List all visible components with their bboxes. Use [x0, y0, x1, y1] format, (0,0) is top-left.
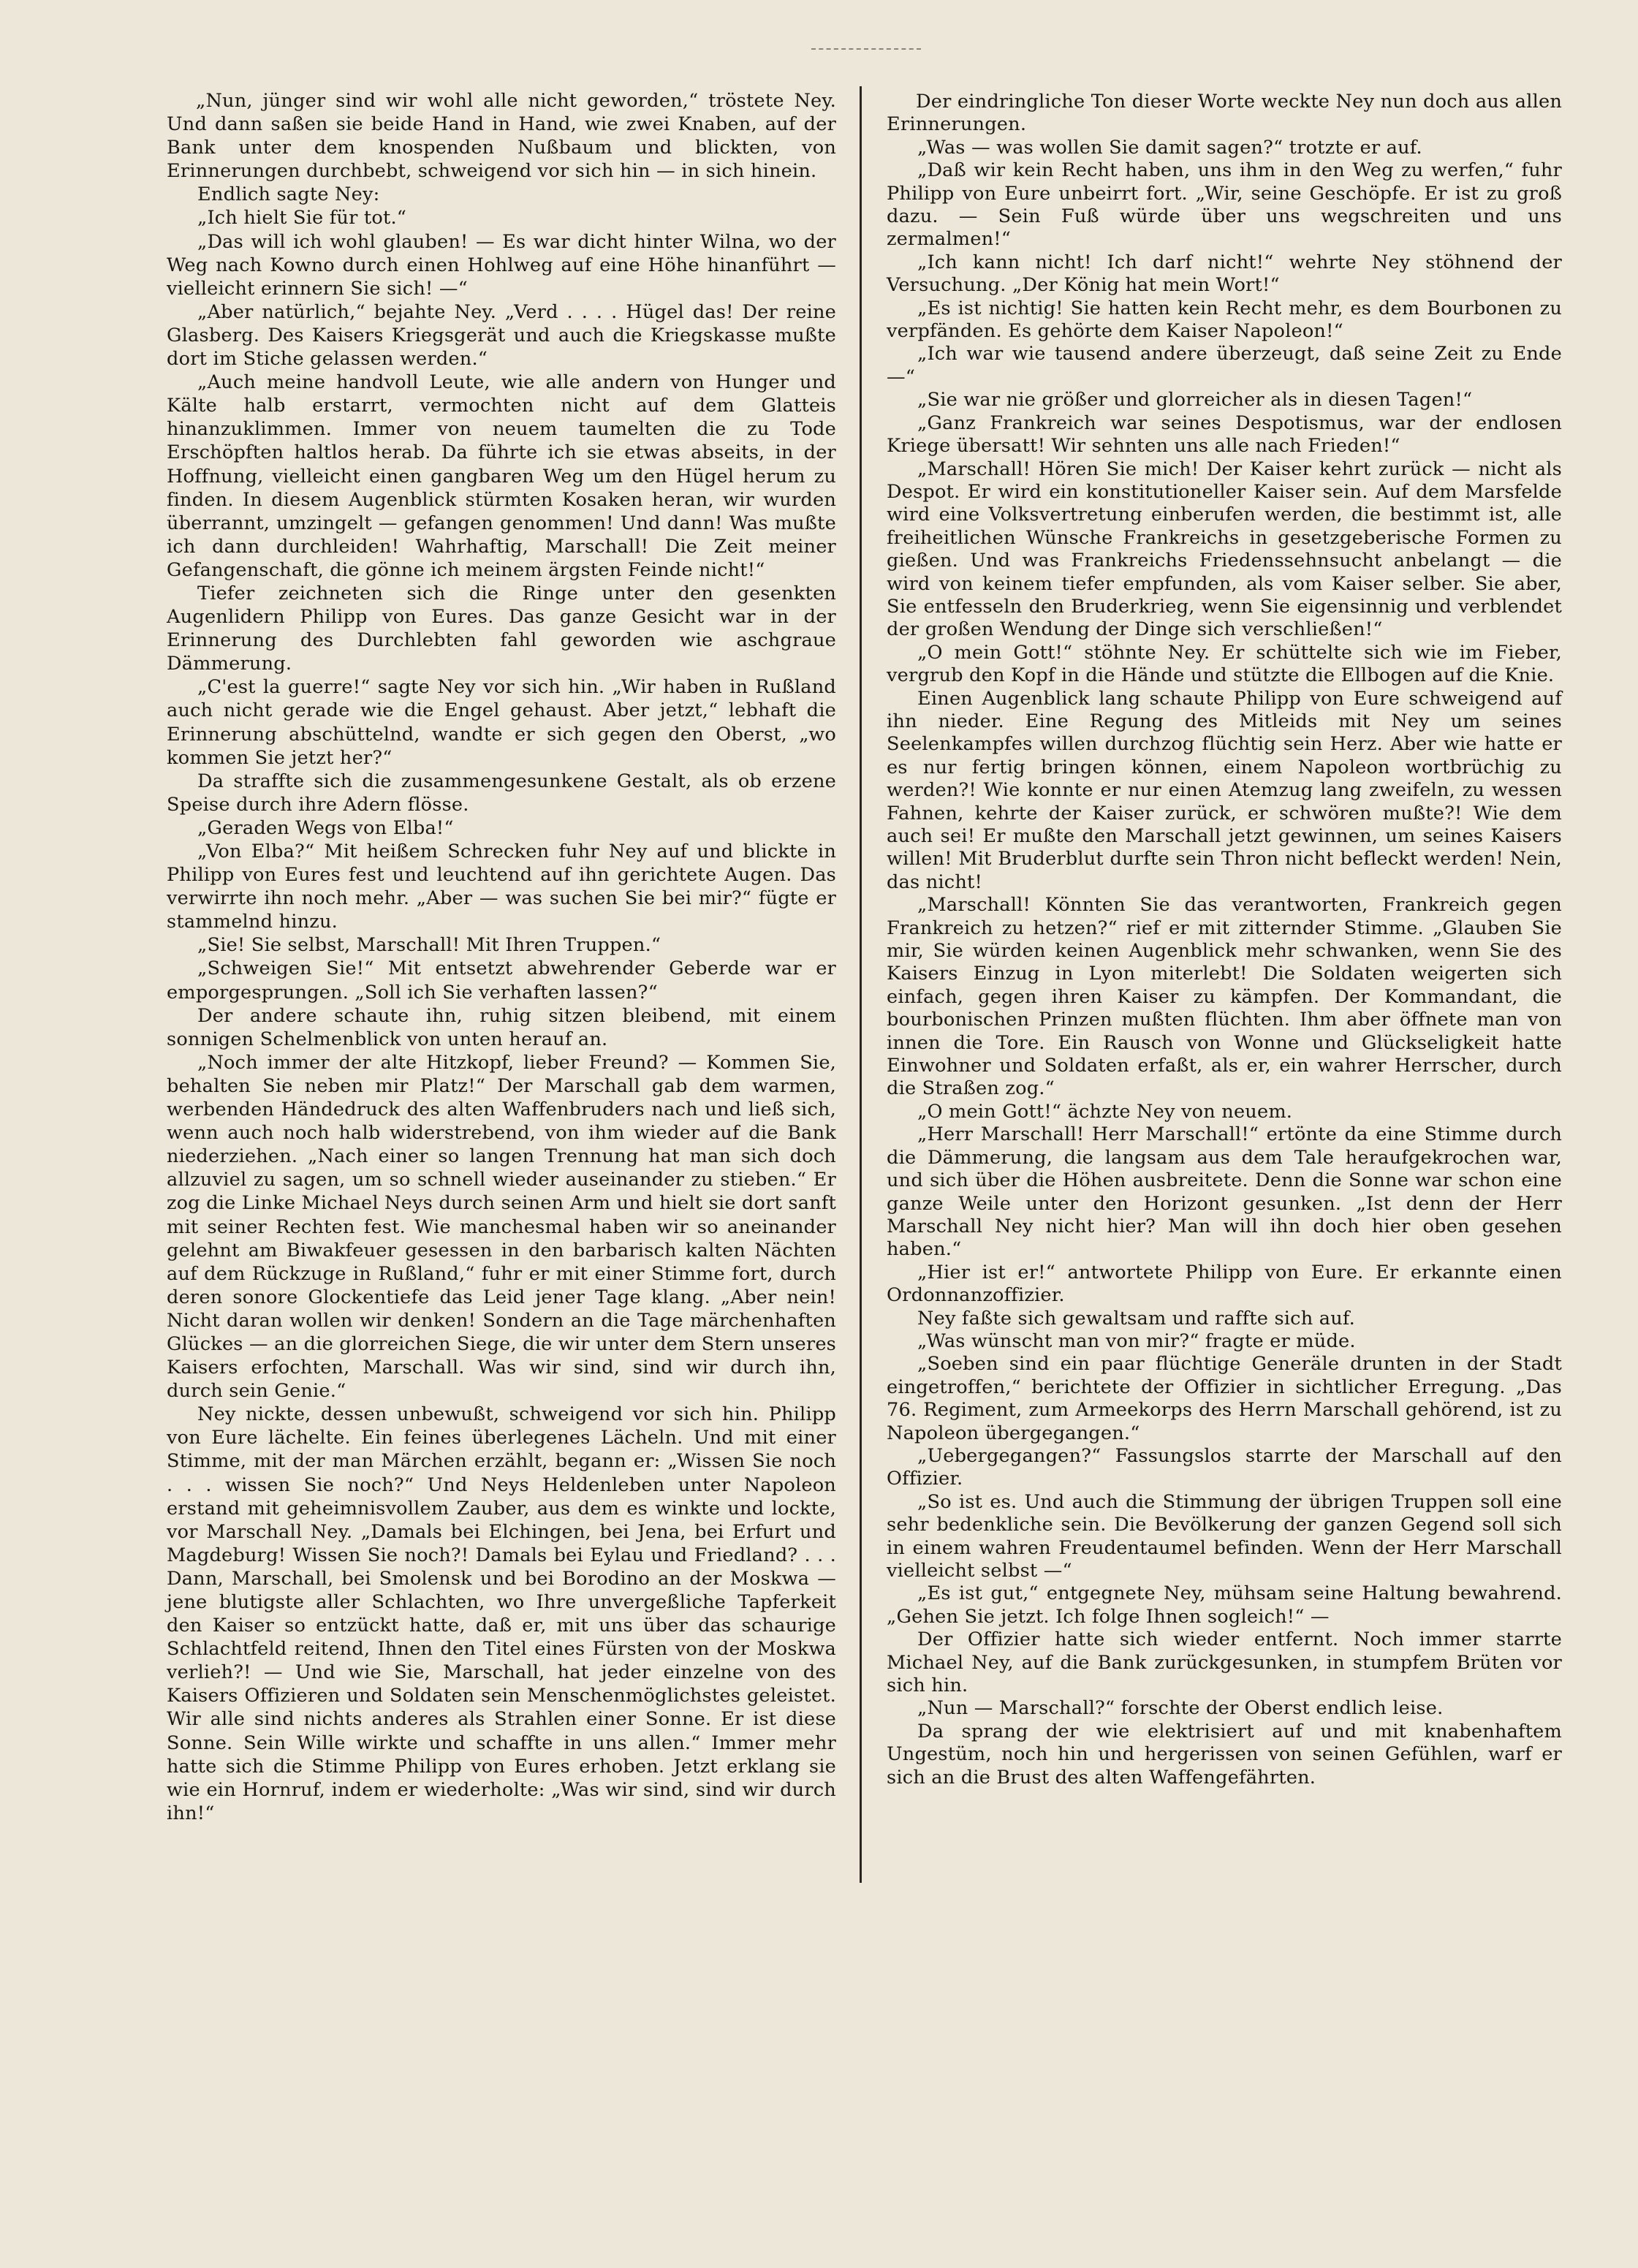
paragraph: Ney faßte sich gewaltsam und raffte sich auf.: [917, 1307, 1355, 1330]
paragraph: „Herr Marschall! Herr Marschall!“ ertönte da eine Stimme durch die Dämmerung, die langsam aus dem Tale heraufgekrochen war, und sich über die Höhen ausbreitete. Denn die Sonne war schon eine ganze Weile unter den Horizont gesunken. „Ist denn der Herr Marschall Ney nicht hier? Man will ihn doch hier oben gesehen haben.“: [887, 1123, 1562, 1261]
paragraph: „Nun — Marschall?“ forschte der Oberst endlich leise.: [917, 1697, 1444, 1720]
right-column: [887, 91, 1562, 1789]
paragraph: „Marschall! Hören Sie mich! Der Kaiser kehrt zurück — nicht als Despot. Er wird ein konstitutioneller Kaiser sein. Auf dem Marsfelde wird eine Volksvertretung einberufen werden, die bestimmt ist, alle freiheitlichen Wünsche Frankreichs in gesetzgeberische Formen zu gießen. Und was Frankreichs Friedenssehnsucht anbelangt — die wird von keinem tiefer empfunden, als vom Kaiser selber. Sie aber, Sie entfesseln den Bruderkrieg, wenn Sie eigensinnig und verblendet der großen Wendung der Dinge sich verschließen!“: [887, 458, 1562, 641]
paragraph: Ney nickte, dessen unbewußt, schweigend vor sich hin. Philipp von Eure lächelte. Ein feines überlegenes Lächeln. Und mit einer Stimme, mit der man Märchen erzählt, begann er: „Wissen Sie noch . . . wissen Sie noch?“ Und Neys Heldenleben unter Napoleon erstand mit geheimnisvollem Zauber, aus dem es winkte und lockte, vor Marschall Ney. „Damals bei Elchingen, bei Jena, bei Erfurt und Magdeburg! Wissen Sie noch?! Damals bei Eylau und Friedland? . . . Dann, Marschall, bei Smolensk und bei Borodino an der Moskwa — jene blutigste aller Schlachten, wo Ihre unvergeßliche Tapferkeit den Kaiser so entzückt hatte, daß er, mit uns über das schaurige Schlachtfeld reitend, Ihnen den Titel eines Fürsten von der Moskwa verlieh?! — Und wie Sie, Marschall, hat jeder einzelne von des Kaisers Offizieren und Soldaten sein Menschenmöglichstes geleistet. Wir alle sind nichts anderes als Strahlen einer Sonne. Er ist diese Sonne. Sein Wille wirkte und schaffte in uns allen.“ Immer mehr hatte sich die Stimme Philipp von Eures erhoben. Jetzt erklang sie wie ein Hornruf, indem er wiederholte: „Was wir sind, sind wir durch ihn!“: [167, 1403, 836, 1824]
paragraph: „O mein Gott!“ ächzte Ney von neuem.: [917, 1100, 1293, 1123]
paragraph: Der eindringliche Ton dieser Worte weckte Ney nun doch aus allen Erinnerungen.: [887, 91, 1562, 136]
left-column: [167, 89, 836, 1825]
paragraph: „Ich hielt Sie für tot.“: [197, 207, 407, 230]
paragraph: „Aber natürlich,“ bejahte Ney. „Verd . . . . Hügel das! Der reine Glasberg. Des Kaisers Kriegsgerät und auch die Kriegskasse mußte dort im Stiche gelassen werden.“: [167, 300, 836, 371]
paragraph: „Schweigen Sie!“ Mit entsetzt abwehrender Geberde war er emporgesprungen. „Soll ich Sie verhaften lassen?“: [167, 957, 836, 1004]
paragraph: Da straffte sich die zusammengesunkene Gestalt, als ob erzene Speise durch ihre Adern flösse.: [167, 770, 836, 816]
paragraph: Da sprang der wie elektrisiert auf und mit knabenhaftem Ungestüm, noch hin und hergerissen von seinen Gefühlen, warf er sich an die Brust des alten Waffengefährten.: [887, 1720, 1562, 1789]
paragraph: „O mein Gott!“ stöhnte Ney. Er schüttelte sich wie im Fieber, vergrub den Kopf in die Hände und stützte die Ellbogen auf die Knie.: [887, 641, 1562, 687]
paragraph: „Ganz Frankreich war seines Despotismus, war der endlosen Kriege übersatt! Wir sehnten uns alle nach Frieden!“: [887, 411, 1562, 458]
paragraph: „Es ist nichtig! Sie hatten kein Recht mehr, es dem Bourbonen zu verpfänden. Es gehörte dem Kaiser Napoleon!“: [887, 297, 1562, 343]
paragraph: Der andere schaute ihn, ruhig sitzen bleibend, mit einem sonnigen Schelmenblick von unten herauf an.: [167, 1004, 836, 1050]
column-rule: [860, 86, 862, 1883]
paragraph: „Uebergegangen?“ Fassungslos starrte der Marschall auf den Offizier.: [887, 1444, 1562, 1490]
paragraph: „Geraden Wegs von Elba!“: [197, 816, 454, 839]
paragraph: „Es ist gut,“ entgegnete Ney, mühsam seine Haltung bewahrend. „Gehen Sie jetzt. Ich folge Ihnen sogleich!“ —: [887, 1582, 1562, 1628]
paragraph: „C'est la guerre!“ sagte Ney vor sich hin. „Wir haben in Rußland auch nicht gerade wie die Engel gehaust. Aber jetzt,“ lebhaft die Erinnerung abschüttelnd, wandte er sich gegen den Oberst, „wo kommen Sie jetzt her?“: [167, 676, 836, 769]
paragraph: „Das will ich wohl glauben! — Es war dicht hinter Wilna, wo der Weg nach Kowno durch einen Hohlweg auf eine Höhe hinanführt — vielleicht erinnern Sie sich! —“: [167, 230, 836, 300]
paragraph: „Was — was wollen Sie damit sagen?“ trotzte er auf.: [917, 136, 1422, 159]
paragraph: Einen Augenblick lang schaute Philipp von Eure schweigend auf ihn nieder. Eine Regung des Mitleids mit Ney um seines Seelenkampfes willen durchzog flüchtig sein Herz. Aber wie hatte er es nur fertig bringen können, einem Napoleon wortbrüchig zu werden?! Wie konnte er nur einen Atemzug lang zweifeln, zu wessen Fahnen, kehrte der Kaiser zurück, er schwören mußte?! Wie dem auch sei! Er mußte den Marschall jetzt gewinnen, um seines Kaisers willen! Mit Bruderblut durfte sein Thron nicht befleckt werden! Nein, das nicht!: [887, 687, 1562, 893]
paragraph: „Nun, jünger sind wir wohl alle nicht geworden,“ tröstete Ney. Und dann saßen sie beide Hand in Hand, wie zwei Knaben, auf der Bank unter dem knospenden Nußbaum und blickten, von Erinnerungen durchbebt, schweigend vor sich hin — in sich hinein.: [167, 90, 836, 183]
paragraph: „Soeben sind ein paar flüchtige Generäle drunten in der Stadt eingetroffen,“ berichtete der Offizier in sichtlicher Erregung. „Das 76. Regiment, zum Armeekorps des Herrn Marschall gehörend, ist zu Napoleon übergegangen.“: [887, 1353, 1562, 1444]
paragraph: Tiefer zeichneten sich die Ringe unter den gesenkten Augenlidern Philipp von Eures. Das ganze Gesicht war in der Erinnerung des Durchlebten fahl geworden wie aschgraue Dämmerung.: [167, 582, 836, 675]
top-ornament: [811, 48, 921, 51]
paragraph: „Ich kann nicht! Ich darf nicht!“ wehrte Ney stöhnend der Versuchung. „Der König hat mein Wort!“: [887, 251, 1562, 297]
paragraph: „Sie! Sie selbst, Marschall! Mit Ihren Truppen.“: [197, 934, 661, 957]
paragraph: „Was wünscht man von mir?“ fragte er müde.: [917, 1330, 1356, 1352]
paragraph: „Ich war wie tausend andere überzeugt, daß seine Zeit zu Ende —“: [887, 343, 1562, 388]
paragraph: „Auch meine handvoll Leute, wie alle andern von Hunger und Kälte halb erstarrt, vermochten nicht auf dem Glatteis hinanzuklimmen. Immer von neuem taumelten die zu Tode Erschöpften haltlos herab. Da führte ich sie etwas abseits, in der Hoffnung, vielleicht einen gangbaren Weg um den Hügel herum zu finden. In diesem Augenblick stürmten Kosaken heran, wir wurden überrannt, umzingelt — gefangen genommen! Und dann! Was mußte ich dann durchleiden! Wahrhaftig, Marschall! Die Zeit meiner Gefangenschaft, die gönne ich meinem ärgsten Feinde nicht!“: [167, 371, 836, 581]
paragraph: „Hier ist er!“ antwortete Philipp von Eure. Er erkannte einen Ordonnanzoffizier.: [887, 1261, 1562, 1307]
paragraph: „Von Elba?“ Mit heißem Schrecken fuhr Ney auf und blickte in Philipp von Eures fest und leuchtend auf ihn gerichtete Augen. Das verwirrte ihn noch mehr. „Aber — was suchen Sie bei mir?“ fügte er stammelnd hinzu.: [167, 841, 836, 933]
paragraph: „Noch immer der alte Hitzkopf, lieber Freund? — Kommen Sie, behalten Sie neben mir Platz!“ Der Marschall gab dem warmen, werbenden Händedruck des alten Waffenbruders nach und ließ sich, wenn auch noch halb widerstrebend, von ihm wieder auf die Bank niederziehen. „Nach einer so langen Trennung hat man sich doch allzuviel zu sagen, um so schnell wieder auseinander zu stieben.“ Er zog die Linke Michael Neys durch seinen Arm und hielt sie dort sanft mit seiner Rechten fest. Wie manchesmal haben wir so aneinander gelehnt am Biwakfeuer gesessen in den barbarisch kalten Nächten auf dem Rückzuge in Rußland,“ fuhr er mit einer Stimme fort, durch deren sonore Glockentiefe das Leid jener Tage klang. „Aber nein! Nicht daran wollen wir denken! Sondern an die Tage märchenhaften Glückes — an die glorreichen Siege, die wir unter dem Stern unseres Kaisers erfochten, Marschall. Was wir sind, sind wir durch ihn, durch sein Genie.“: [167, 1051, 837, 1403]
paragraph: Endlich sagte Ney:: [197, 183, 380, 206]
paragraph: „So ist es. Und auch die Stimmung der übrigen Truppen soll eine sehr bedenkliche sein. Die Bevölkerung der ganzen Gegend soll sich in einem wahren Freudentaumel befinden. Wenn der Herr Marschall vielleicht selbst —“: [887, 1490, 1562, 1582]
paragraph: „Marschall! Könnten Sie das verantworten, Frankreich gegen Frankreich zu hetzen?“ rief er mit zitternder Stimme. „Glauben Sie mir, Sie würden keinen Augenblick mehr schwanken, wenn Sie des Kaisers Einzug in Lyon miterlebt! Die Soldaten weigerten sich einfach, gegen ihren Kaiser zu kämpfen. Der Kommandant, die bourbonischen Prinzen mußten flüchten. Ihm aber öffnete man von innen die Tore. Ein Rausch von Wonne und Glückseligkeit hatte Einwohner und Soldaten erfaßt, als er, ein wahrer Herrscher, durch die Straßen zog.“: [887, 894, 1562, 1100]
paragraph: „Sie war nie größer und glorreicher als in diesen Tagen!“: [917, 389, 1473, 411]
paragraph: Der Offizier hatte sich wieder entfernt. Noch immer starrte Michael Ney, auf die Bank zurückgesunken, in stumpfem Brüten vor sich hin.: [887, 1628, 1562, 1697]
paragraph: „Daß wir kein Recht haben, uns ihm in den Weg zu werfen,“ fuhr Philipp von Eure unbeirrt fort. „Wir, seine Geschöpfe. Er ist zu groß dazu. — Sein Fuß würde über uns wegschreiten und uns zermalmen!“: [887, 159, 1562, 251]
